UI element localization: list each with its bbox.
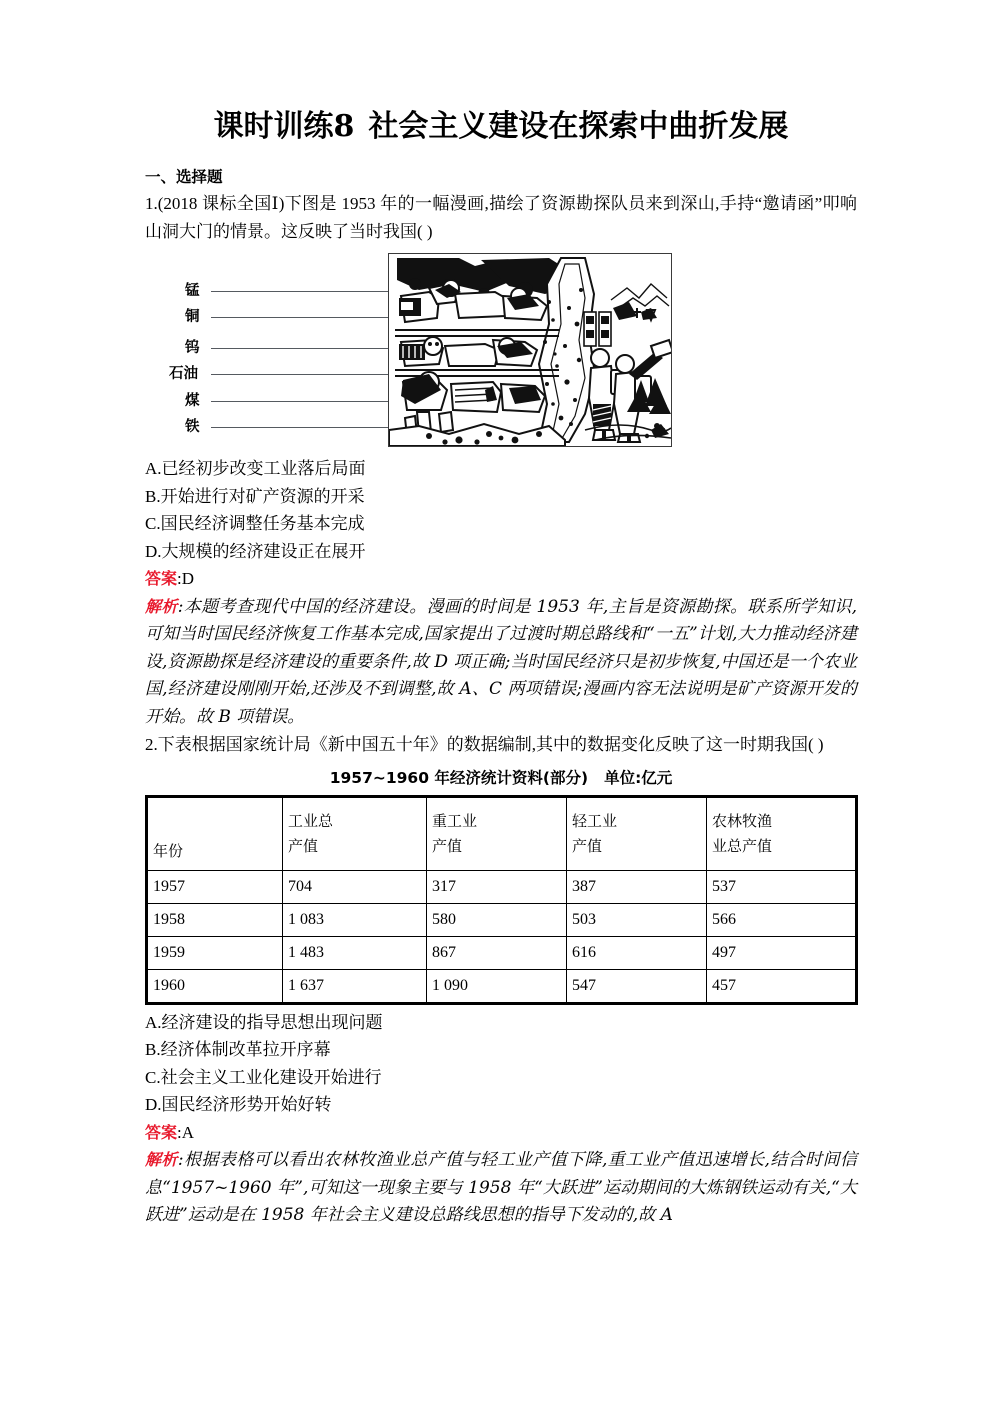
explanation-label: 解析 [145, 596, 178, 616]
table-row [147, 936, 857, 969]
page-content [145, 104, 857, 1230]
table-header-industrial-total: 工业总 产值 [283, 796, 427, 870]
question2-explanation [145, 1146, 857, 1230]
cell-heavy-industry: 580 [427, 903, 567, 936]
table-header-year: 年份 [147, 796, 283, 870]
title-number: 课时训练8 [213, 109, 355, 144]
question2-option-d[interactable]: D.国民经济形势开始好转 [145, 1095, 332, 1114]
question1-explanation-text: 本题考查现代中国的经济建设。漫画的时间是 1953 年,主旨是资源勘探。联系所学知识,可知当时国民经济恢复工作基本完成,国家提出了过渡时期总路线和“一五”计划,大力推动经济建设,资源勘探是经济建设的重要条件,故 D 项正确;当时国民经济只是初步恢复,中国还是一个农业国,经济建设刚刚开始,还涉及不到调整,故 A、C 两项错误;漫画内容无法说明是矿产资源开发的开始。故 B 项错误。 [145, 596, 857, 727]
section-heading-choice-questions: 一、选择题 [145, 168, 223, 186]
leader-line-coal [211, 401, 388, 402]
question2-options [145, 1009, 857, 1119]
question1-explanation [145, 593, 857, 732]
figure-label-copper: 铜 [185, 309, 200, 325]
leader-line-petroleum [211, 374, 388, 375]
cartoon-drawing [389, 254, 671, 446]
question2-stem: 2.下表根据国家统计局《新中国五十年》的数据编制,其中的数据变化反映了这一时期我国( ) [145, 735, 824, 754]
cell-year: 1959 [147, 936, 283, 969]
table-row [147, 969, 857, 1003]
figure-label-group [169, 253, 390, 445]
explanation-colon: : [177, 596, 184, 617]
answer-colon: : [177, 1122, 182, 1142]
page-title [145, 104, 857, 150]
explanation-label: 解析 [145, 1150, 178, 1169]
question2-answer-line [145, 1119, 857, 1147]
table-header-agriculture: 农林牧渔 业总产值 [707, 796, 857, 870]
cell-agriculture: 537 [707, 870, 857, 903]
question1-answer-line [145, 565, 857, 593]
leader-line-tungsten [211, 348, 388, 349]
cell-industrial-total: 704 [283, 870, 427, 903]
table-caption-unit: 单位:亿元 [604, 768, 673, 787]
answer-label: 答案 [145, 569, 178, 588]
figure-label-manganese: 锰 [185, 283, 200, 299]
cell-light-industry: 387 [567, 870, 707, 903]
cell-light-industry: 547 [567, 969, 707, 1003]
cell-industrial-total: 1 483 [283, 936, 427, 969]
figure-label-coal: 煤 [185, 393, 200, 409]
table-header-heavy-industry: 重工业 产值 [427, 796, 567, 870]
explanation-colon: : [177, 1150, 184, 1170]
table-header-light-industry: 轻工业 产值 [567, 796, 707, 870]
cell-heavy-industry: 317 [427, 870, 567, 903]
answer-colon: : [177, 569, 182, 588]
table-row [147, 870, 857, 903]
cell-industrial-total: 1 637 [283, 969, 427, 1003]
answer-label: 答案 [145, 1122, 178, 1142]
leader-line-manganese [211, 291, 388, 292]
cell-industrial-total: 1 083 [283, 903, 427, 936]
question1-option-c[interactable]: C.国民经济调整任务基本完成 [145, 514, 365, 533]
question1-stem: 1.(2018 课标全国Ⅰ)下图是 1953 年的一幅漫画,描绘了资源勘探队员来到深山,手持“邀请函”叩响山洞大门的情景。这反映了当时我国( ) [145, 194, 857, 241]
cell-agriculture: 566 [707, 903, 857, 936]
cartoon-illustration [388, 253, 672, 447]
cell-heavy-industry: 867 [427, 936, 567, 969]
question1-option-d[interactable]: D.大规模的经济建设正在展开 [145, 541, 366, 561]
title-main: 社会主义建设在探索中曲折发展 [368, 109, 789, 144]
question2-answer-value: A [181, 1122, 195, 1142]
cell-year: 1960 [147, 969, 283, 1003]
figure-label-iron: 铁 [185, 419, 200, 435]
cell-year: 1957 [147, 870, 283, 903]
question1-option-a[interactable]: A.已经初步改变工业落后局面 [145, 459, 366, 478]
leader-line-iron [211, 427, 388, 428]
leader-line-copper [211, 317, 388, 318]
question2-option-c[interactable]: C.社会主义工业化建设开始进行 [145, 1067, 382, 1087]
cell-agriculture: 497 [707, 936, 857, 969]
cell-light-industry: 616 [567, 936, 707, 969]
question1-option-b[interactable]: B.开始进行对矿产资源的开采 [145, 486, 365, 506]
table-row [147, 903, 857, 936]
question1-answer-value: D [181, 569, 195, 588]
table-caption-title: 1957~1960 年经济统计资料(部分) [329, 768, 589, 787]
question2-explanation-text: 根据表格可以看出农林牧渔业总产值与轻工业产值下降,重工业产值迅速增长,结合时间信息“1957~1960 年”,可知这一现象主要与 1958 年“大跃进”运动期间的大炼钢铁运动有关,“大跃进”运动是在 1958 年社会主义建设总路线思想的指导下发动的,故 A [145, 1150, 857, 1225]
figure-label-petroleum: 石油 [169, 366, 198, 382]
table-header-row [147, 796, 857, 870]
economic-statistics-table [145, 795, 858, 1005]
question1-options [145, 455, 857, 565]
cell-agriculture: 457 [707, 969, 857, 1003]
figure-label-tungsten: 钨 [185, 340, 200, 356]
cell-year: 1958 [147, 903, 283, 936]
question2-option-b[interactable]: B.经济体制改革拉开序幕 [145, 1040, 331, 1059]
question2-option-a[interactable]: A.经济建设的指导思想出现问题 [145, 1012, 383, 1032]
table-caption [145, 765, 857, 791]
question1-figure [145, 249, 857, 451]
cell-light-industry: 503 [567, 903, 707, 936]
cell-heavy-industry: 1 090 [427, 969, 567, 1003]
